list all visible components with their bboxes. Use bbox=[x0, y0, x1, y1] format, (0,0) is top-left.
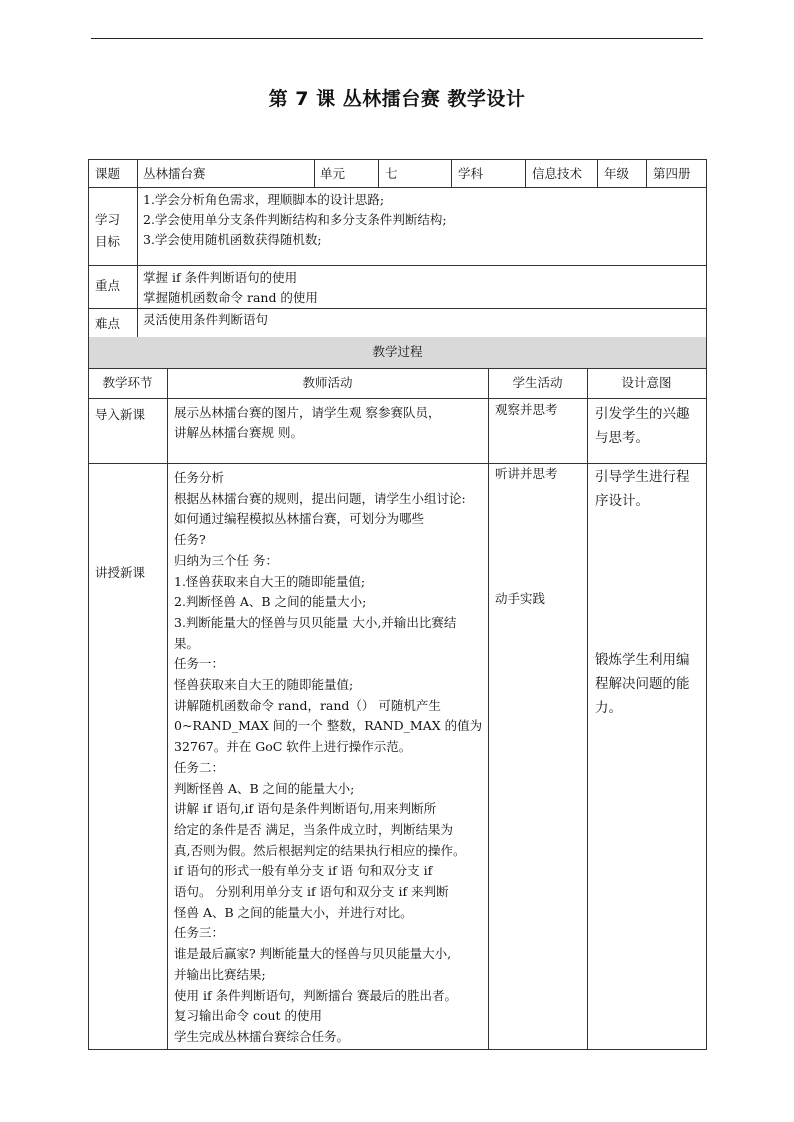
column-header: 设计意图 bbox=[621, 375, 672, 390]
table-border bbox=[314, 159, 315, 187]
teacher-activity-intro: 展示丛林擂台赛的图片，请学生观 察参赛队员， 讲解丛林擂台赛规 则。 bbox=[174, 405, 441, 440]
table-border bbox=[88, 337, 89, 1050]
difficulty-value: 灵活使用条件判断语句 bbox=[143, 312, 269, 327]
table-border bbox=[137, 159, 138, 337]
design-intent-programming: 引导学生进行程 序设计。 bbox=[595, 469, 690, 509]
stage-new-lesson: 讲授新课 bbox=[95, 565, 146, 580]
list-item: 掌握 if 条件判断语句的使用 bbox=[143, 270, 298, 285]
table-border bbox=[706, 337, 707, 1050]
column-header: 学生活动 bbox=[512, 375, 563, 390]
grade-label: 年级 bbox=[604, 166, 630, 181]
table-border bbox=[587, 368, 588, 1050]
table-border bbox=[88, 308, 707, 309]
table-border bbox=[88, 398, 707, 399]
column-header: 教学环节 bbox=[102, 375, 153, 390]
table-border bbox=[646, 159, 647, 187]
goals-list bbox=[143, 190, 447, 250]
unit-value: 七 bbox=[385, 166, 398, 181]
topic-label: 课题 bbox=[95, 166, 121, 181]
design-intent-intro: 引发学生的兴趣 与思考。 bbox=[595, 406, 690, 446]
table-border bbox=[88, 187, 707, 188]
table-border bbox=[525, 159, 526, 187]
table-border bbox=[597, 159, 598, 187]
goals-label: 学习 目标 bbox=[95, 212, 121, 249]
student-activity-intro: 观察并思考 bbox=[495, 402, 558, 417]
table-border bbox=[88, 159, 707, 160]
table-border bbox=[167, 368, 168, 1050]
table-border bbox=[488, 368, 489, 1050]
key-label: 重点 bbox=[95, 278, 121, 293]
document-title: 第 7 课 丛林擂台赛 教学设计 bbox=[268, 88, 526, 110]
subject-label: 学科 bbox=[458, 166, 484, 181]
subject-value: 信息技术 bbox=[532, 166, 583, 181]
table-border bbox=[706, 159, 707, 337]
list-item: 1.学会分析角色需求，理顺脚本的设计思路; bbox=[143, 192, 385, 207]
teacher-activity-new-lesson: 任务分析 根据丛林擂台赛的规则，提出问题，请学生小组讨论: 如何通过编程模拟丛林擂台赛，可划分为哪些 任务? 归纳为三个任 务： 1.怪兽获取来自大王的随即能量值; 2.判断怪兽 A、B 之间的能量大小; 3.判断能量大的怪兽与贝贝能量 大小,并输出比赛结 果。 任务一： 怪兽获取来自大王的随即能量值; 讲解随机函数命令 rand，rand（） 可随机产生 0~RAND_MAX 间的一个 整数，RAND_MAX 的值为 32767。并在 GoC 软件上进行操作示范。 任务二： 判断怪兽 A、B 之间的能量大小; 讲解 if 语句,if 语句是条件判断语句,用来判断所 给定的条件是否 满足，当条件成立时，判断结果为 真,否则为假。然后根据判定的结果执行相应的操作。 if 语句的形式一般有单分支 if 语 句和双分支 if 语句。 分别利用单分支 if 语句和双分支 if 来判断 怪兽 A、B 之间的能量大小，并进行对比。 任务三： 谁是最后赢家? 判断能量大的怪兽与贝贝能量大小, 并输出比赛结果; 使用 if 条件判断语句，判断擂台 赛最后的胜出者。 复习输出命令 cout 的使用 学生完成丛林擂台赛综合任务。 bbox=[174, 470, 483, 1044]
topic-value: 丛林擂台赛 bbox=[143, 166, 206, 181]
table-border bbox=[88, 159, 89, 337]
difficulty-label: 难点 bbox=[95, 316, 121, 331]
table-border bbox=[451, 159, 452, 187]
header-rule bbox=[91, 38, 703, 39]
table-border bbox=[88, 1049, 707, 1050]
table-border bbox=[88, 265, 707, 266]
table-border bbox=[88, 368, 707, 369]
list-item: 掌握随机函数命令 rand 的使用 bbox=[143, 290, 318, 305]
grade-value: 第四册 bbox=[653, 166, 691, 181]
list-item: 3.学会使用随机函数获得随机数; bbox=[143, 232, 322, 247]
key-points bbox=[143, 268, 318, 308]
table-border bbox=[88, 463, 707, 464]
list-item: 2.学会使用单分支条件判断结构和多分支条件判断结构; bbox=[143, 212, 447, 227]
unit-label: 单元 bbox=[320, 166, 346, 181]
stage-intro: 导入新课 bbox=[95, 407, 146, 422]
process-header: 教学过程 bbox=[372, 344, 423, 359]
column-header: 教师活动 bbox=[302, 375, 353, 390]
design-intent-problem-solving: 锻炼学生利用编 程解决问题的能 力。 bbox=[595, 652, 690, 716]
student-activity-practice: 动手实践 bbox=[495, 591, 546, 606]
table-border bbox=[378, 159, 379, 187]
student-activity-listen: 听讲并思考 bbox=[495, 466, 558, 481]
